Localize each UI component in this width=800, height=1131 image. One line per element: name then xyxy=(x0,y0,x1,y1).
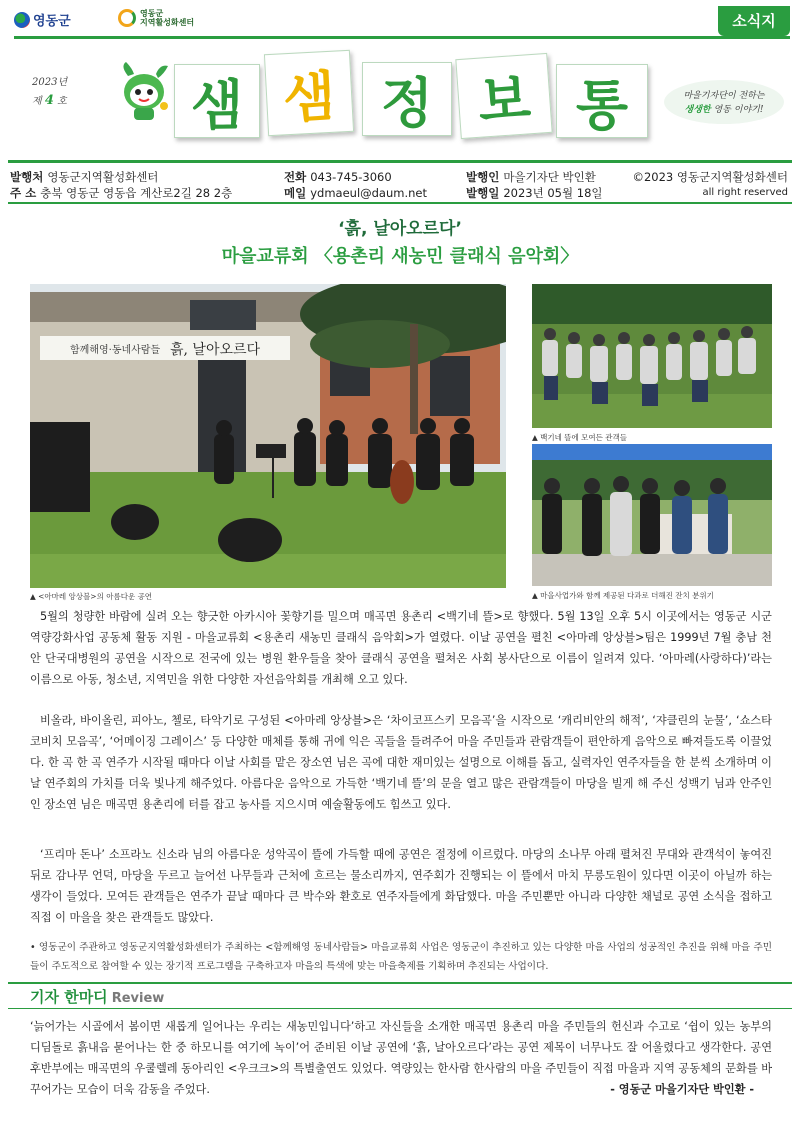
county-logo-text: 영동군 xyxy=(33,14,71,29)
county-logo xyxy=(14,10,71,29)
date-value: 2023년 05월 18일 xyxy=(503,186,603,200)
issuer-label: 발행인 xyxy=(466,170,500,184)
refreshment-photo xyxy=(532,444,772,586)
article-paragraph-1: 5월의 청량한 바람에 실려 오는 향긋한 아카시아 꽃향기를 밀으며 매곡면 용촌리 <백기네 뜰>로 향했다. 5월 13일 오후 5시 이곳에서는 영동군 시군역량강화사업 공동체 활동 지원 - 마을교류회 <용촌리 새농민 클래식 음악회>가 열렸다. 이날 공연을 펼친 <아마레 앙상블>팀은 1999년 7월 충남 천안 단국대병원의 공연을 시작으로 전국에 있는 병원 환우들을 찾아 클래식 공연을 펼쳐온 사회 봉사단으로 이름이 일려져 있다. ‘아마레(사랑하다)’라는 이름으로 아동, 청소년, 지역민을 위한 다양한 자선음악회를 개최해 오고 있다. xyxy=(30,610,772,686)
refreshment-image xyxy=(532,444,772,586)
caption-main-photo: ▲ <아마레 앙상블>의 아름다운 공연 xyxy=(30,592,153,601)
title-char-5: 통 xyxy=(556,64,648,138)
slogan-line1: 마을기자단이 전하는 xyxy=(683,91,765,101)
masthead xyxy=(14,44,790,154)
banner-text-2: 흙, 날아오르다 xyxy=(170,342,261,358)
reporter-byline: - 영동군 마을기자단 박인환 - xyxy=(610,1083,754,1096)
publisher-value: 영동군지역활성화센터 xyxy=(47,170,159,184)
concert-image xyxy=(30,284,506,588)
slogan xyxy=(664,80,784,124)
county-emblem-icon xyxy=(14,12,30,28)
caption-audience-photo: ▲ 백기네 뜰에 모여든 관객들 xyxy=(532,433,627,442)
article-kicker: ‘흙, 날아오르다’ xyxy=(338,219,462,239)
newsletter-tag: 소식지 xyxy=(718,6,790,36)
review-underline xyxy=(8,1008,792,1009)
center-emblem-icon xyxy=(118,9,136,27)
publication-info xyxy=(8,160,792,204)
mail-value[interactable]: ydmaeul@daum.net xyxy=(310,186,427,200)
review-heading-en: Review xyxy=(111,991,165,1006)
mail-label: 메일 xyxy=(284,186,307,200)
issuer-value: 마을기자단 박인환 xyxy=(503,170,596,184)
article-paragraph-3: ‘프리마 돈나’ 소프라노 신소라 님의 아름다운 성악곡이 뜰에 가득할 때에 공연은 절정에 이르렀다. 마당의 소나무 아래 펼쳐진 무대와 관객석이 놓여진 뒤로 감나무 언덕, 마당을 두르고 늘어선 나무들과 근처에 흐르는 물소리까지, 연주회가 진행되는 이 뜰에서 마치 무릉도원이 있다면 이곳이 아닐까 하는 생각이 들었다. 모여든 관객들은 연주가 끝날 때마다 큰 박수와 환호로 연주자들에게 화답했다. 마을 주민뿐만 아니라 다양한 채널로 공연 소식을 접하고 직접 이 마을을 찾은 관객들도 많았다. xyxy=(30,848,772,924)
banner-text-1: 함께해영·동네사람들 xyxy=(70,345,161,356)
review-body: ‘늙어가는 시골에서 봄이면 새롭게 일어나는 우리는 새농민입니다’하고 자신들을 소개한 매곡면 용촌리 마을 주민들의 헌신과 수고로 ‘쉽이 있는 농부의 디딤돌로 흙내음 묻어나는 한 중 하모니를 여기에 녹이’어 준비된 이날 공연에 ‘흙, 날아오르다’라는 공연 제목이 너무나도 잘 어울렸다고 생각한다. 공연 후반부에는 매곡면의 우쿨렐레 동아리인 <우크크>의 특별출연도 있었다. 역량있는 한사람 한사람의 마을 주민들이 직접 마을과 지역 공동체의 문화를 바꾸어가는 모습이 더욱 감동을 주었다. xyxy=(30,1020,772,1096)
review-heading-ko: 기자 한마디 xyxy=(30,988,108,1006)
audience-image xyxy=(532,284,772,428)
issue-suffix: 호 xyxy=(57,96,67,107)
issue-no: 4 xyxy=(44,93,54,108)
program-note: • 영동군이 주관하고 영동군지역활성화센터가 주최하는 <함께해영 동네사람들> 마을교류회 사업은 영동군이 추진하고 있는 다양한 마을 사업의 성공적인 추진을 위해 마을 주민들이 주도적으로 참여할 수 있는 장기적 프로그램을 구축하고자 마을의 특색에 맞는 마을축제를 기획하며 추진되는 사업이다. xyxy=(30,942,772,972)
title-char-3: 정 xyxy=(362,62,452,136)
slogan-highlight: 생생한 xyxy=(684,105,711,115)
issue-number xyxy=(32,74,67,111)
title-char-1: 샘 xyxy=(174,64,260,138)
top-divider xyxy=(14,36,790,39)
center-logo-line1: 영동군 xyxy=(140,9,164,18)
top-logo-row xyxy=(14,8,790,34)
phone-label: 전화 xyxy=(284,170,307,184)
title-char-4: 보 xyxy=(455,53,552,139)
address-label: 주 소 xyxy=(10,186,37,200)
review-heading xyxy=(30,986,164,1007)
center-logo-line2: 지역활성화센터 xyxy=(140,18,195,27)
article-headline: 마을교류회 〈용촌리 새농민 클래식 음악회〉 xyxy=(221,246,579,267)
audience-photo xyxy=(532,284,772,428)
article-paragraph-2: 비올라, 바이올린, 피아노, 첼로, 타악기로 구성된 <아마레 앙상블>은 ‘차이코프스키 모음곡’을 시작으로 ‘캐리비안의 해적’, ‘쟈클린의 눈물’, ‘쇼스타코비치 모음곡’, ‘어메이징 그레이스’ 등 다양한 매체를 통해 귀에 익은 곡들을 들려주어 마을 주민들과 관람객들이 편안하게 음악으로 빠져들도록 이끌었다. 한 곡 한 곡 연주가 시작될 때마다 이날 사회를 맡은 장소연 님은 곡에 대한 재미있는 설명으로 이해를 돕고, 실력자인 연주자들을 한 분씩 소개하며 이 날 연주회의 가치를 더욱 빛나게 해주었다. 아름다운 음악으로 가득한 ‘백기네 뜰’의 문을 열고 많은 관람객들이 마당을 빌게 해 주신 성백기 님과 안주인인 장소연 님은 매곡면 용촌리에 터를 잡고 농사를 지으시며 예술활동에도 힘쓰고 있다. xyxy=(30,714,772,811)
issue-year: 2023년 xyxy=(32,77,68,88)
caption-refreshment-photo: ▲ 마을사업가와 함께 제공된 다과로 더해진 잔치 분위기 xyxy=(532,591,714,600)
review-divider xyxy=(8,982,792,984)
rights: all right reserved xyxy=(702,187,788,198)
mascot-icon xyxy=(116,62,172,124)
slogan-line2: 영동 이야기! xyxy=(710,105,764,115)
center-logo xyxy=(118,9,194,27)
review-text xyxy=(30,1016,772,1100)
phone-value: 043-745-3060 xyxy=(310,170,392,184)
address-value: 충북 영동군 영동읍 계산로2길 28 2층 xyxy=(40,186,233,200)
title-char-2: 샘 xyxy=(264,50,354,136)
publisher-label: 발행처 xyxy=(10,170,44,184)
masthead-title xyxy=(172,50,652,142)
date-label: 발행일 xyxy=(466,186,500,200)
issue-prefix: 제 xyxy=(32,96,42,107)
main-concert-photo xyxy=(30,284,506,588)
copyright: ©2023 영동군지역활성화센터 xyxy=(632,170,788,184)
